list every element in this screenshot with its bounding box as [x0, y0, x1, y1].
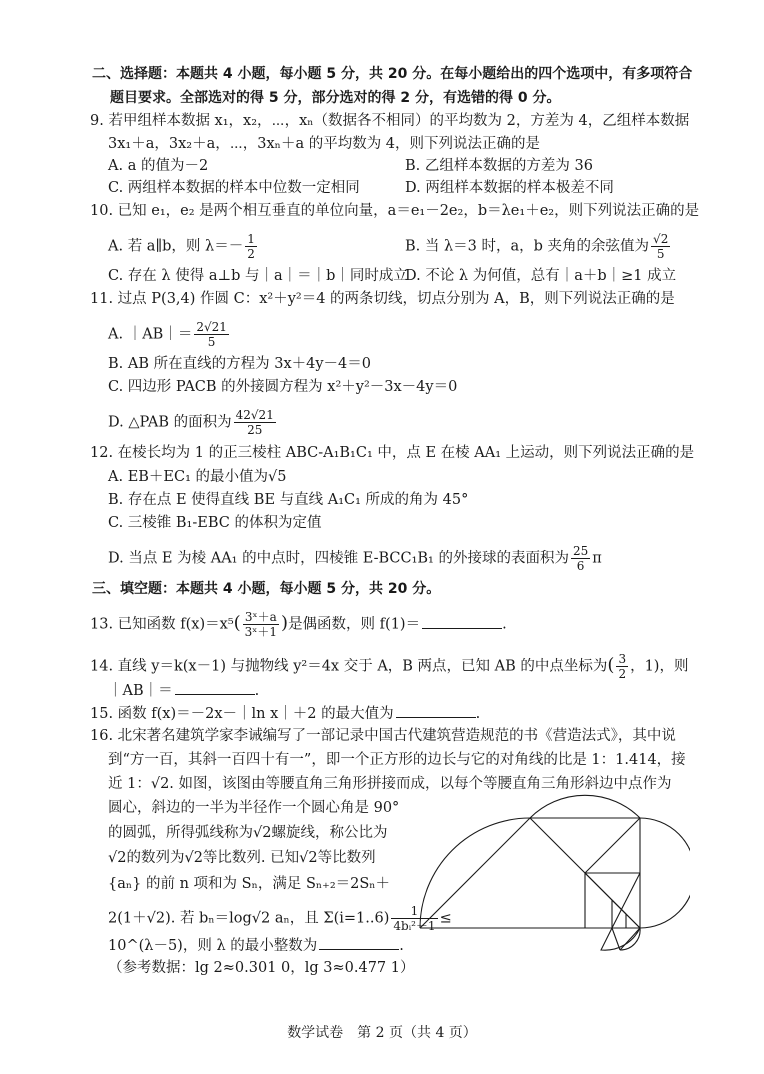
q16-line8-text: 2(1＋√2). 若 bₙ＝log√2 aₙ，且 Σ(i=1..6) [108, 910, 390, 927]
triangle-3-inner [585, 873, 612, 900]
q11-a-text: A. ｜AB｜＝ [108, 326, 193, 343]
q11-option-a [108, 320, 231, 349]
q16-line8-post: ≤ [439, 910, 452, 927]
q16-line3: 近 1：√2. 如图，该图由等腰直角三角形拼接而成，以每个等腰直角三角形斜边中点作为 [108, 776, 672, 792]
q10-b-num: √2 [653, 232, 669, 246]
q14-num: 3 [618, 652, 627, 666]
q16-line4: 圆心，斜边的一半为半径作一个圆心角是 90° [108, 800, 400, 816]
q12-option-d [108, 544, 602, 573]
q10-b-text: B. 当 λ＝3 时，a，b 夹角的余弦值为 [405, 238, 650, 255]
triangle-1-left [420, 818, 530, 928]
section2-heading-line1: 二、选择题：本题共 4 小题，每小题 5 分，共 20 分。在每小题给出的四个选项中，有多项符合 [92, 66, 693, 82]
q11-d-fraction [234, 408, 276, 437]
section2-heading-line2: 题目要求。全部选对的得 5 分，部分选对的得 2 分，有选错的得 0 分。 [110, 90, 561, 106]
q16-line9: 10^(λ－5)，则 λ 的最小整数为 . [108, 935, 404, 956]
q10-stem: 10. 已知 e₁，e₂ 是两个相互垂直的单位向量，a＝e₁－2e₂，b＝λe₁＋e₂，则下列说法正确的是 [90, 203, 700, 219]
q11-option-d [108, 408, 278, 437]
q15-text: 15. 函数 f(x)＝－2x－｜ln x｜＋2 的最大值为 [90, 706, 394, 722]
q10-option-c: C. 存在 λ 使得 a⊥b 与｜a｜＝｜b｜同时成立 [108, 268, 408, 284]
page-footer: 数学试卷 第 2 页（共 4 页） [287, 1025, 477, 1041]
triangle-6-diag [612, 900, 626, 914]
q13-line: 13. 已知函数 f(x)＝x⁵( $\frac{\text{3ˣ＋a}}{\text{3ˣ＋1}}$ )是偶函数，则 f(1)＝ . [90, 610, 507, 639]
q16-line2: 到“方一百，其斜一百四十有一”，即一个正方形的边长与它的对角线的比是 1：1.414，接 [108, 752, 686, 768]
q16-den: 4bᵢ²－1 [393, 919, 436, 933]
q11-d-num: 42√21 [235, 408, 274, 422]
q10-a-den: 2 [247, 247, 255, 261]
q11-a-den: 5 [207, 335, 216, 349]
q10-a-fraction [245, 232, 257, 261]
q10-a-num: 1 [247, 232, 255, 246]
q12-d-num: 25 [572, 544, 589, 558]
q10-option-a [108, 232, 259, 261]
q14-answer-blank [175, 680, 255, 695]
q13-answer-blank [422, 614, 502, 629]
q11-a-num: 2√21 [196, 320, 227, 334]
q12-option-b: B. 存在点 E 使得直线 BE 与直线 A₁C₁ 所成的角为 45° [108, 492, 469, 508]
q15-answer-blank [396, 703, 476, 718]
q9-option-a: A. a 的值为－2 [108, 158, 209, 174]
q12-option-c: C. 三棱锥 B₁-EBC 的体积为定值 [108, 515, 322, 531]
q10-a-text: A. 若 a∥b，则 λ＝－ [108, 238, 244, 255]
q13-text-post: 是偶函数，则 f(1)＝ [288, 616, 421, 633]
q16-line10: （参考数据：lg 2≈0.301 0，lg 3≈0.477 1） [108, 960, 415, 976]
q11-option-c: C. 四边形 PACB 的外接圆方程为 x²＋y²－3x－4y＝0 [108, 379, 458, 395]
q14-text: 14. 直线 y＝k(x－1) 与抛物线 y²＝4x 交于 A，B 两点，已知 AB 的中点坐标为 [90, 658, 608, 675]
q11-option-b: B. AB 所在直线的方程为 3x＋4y－4＝0 [108, 356, 371, 372]
q10-b-den: 5 [656, 247, 665, 261]
q13-text: 13. 已知函数 f(x)＝x⁵ [90, 616, 234, 633]
q14-line2-text: ｜AB｜＝ [108, 683, 173, 699]
sqrt2-spiral-figure [410, 790, 690, 960]
q15-line: 15. 函数 f(x)＝－2x－｜ln x｜＋2 的最大值为 . [90, 703, 480, 724]
triangle-7-diag [612, 928, 620, 950]
q14-line2: ｜AB｜＝ . [108, 680, 259, 701]
q16-answer-blank [319, 935, 399, 950]
q10-b-fraction [651, 232, 670, 261]
q14-text-post: ，1)，则 [630, 658, 689, 675]
spiral-arc-2 [530, 795, 640, 818]
q10-option-b [405, 232, 672, 261]
q11-stem: 11. 过点 P(3,4) 作圆 C：x²＋y²＝4 的两条切线，切点分别为 A，B，则下列说法正确的是 [90, 291, 675, 307]
q11-d-den: 25 [247, 423, 263, 437]
q16-line7: {aₙ} 的前 n 项和为 Sₙ，满足 Sₙ₊₂＝2Sₙ＋ [108, 876, 391, 892]
q12-d-den: 6 [576, 559, 585, 573]
q12-d-pi: π [592, 550, 602, 567]
q12-option-a: A. EB＋EC₁ 的最小值为√5 [108, 469, 287, 485]
q16-line8 [108, 904, 452, 933]
q9-option-c: C. 两组样本数据的样本中位数一定相同 [108, 180, 360, 196]
q14-line1: 14. 直线 y＝k(x－1) 与抛物线 y²＝4x 交于 A，B 两点，已知 AB 的中点坐标为( $\frac{3}{2}$ ，1)，则 [90, 652, 689, 681]
q12-d-text: D. 当点 E 为棱 AA₁ 的中点时，四棱锥 E-BCC₁B₁ 的外接球的表面积为 [108, 550, 569, 567]
q16-line6: √2的数列为√2等比数列. 已知√2等比数列 [108, 850, 376, 866]
q13-den: 3ˣ＋1 [244, 625, 278, 639]
q9-line1: 9. 若甲组样本数据 x₁，x₂，⋯，xₙ（数据各不相同）的平均数为 2，方差为 4，乙组样本数据 [90, 113, 690, 129]
section3-heading: 三、填空题：本题共 4 小题，每小题 5 分，共 20 分。 [92, 581, 441, 597]
triangle-3-diag [585, 818, 640, 873]
q14-fraction [616, 652, 628, 681]
q16-line1: 16. 北宋著名建筑学家李诫编写了一部记录中国古代建筑营造规范的书《营造法式》，其中说 [90, 728, 676, 744]
q13-num: 3ˣ＋a [243, 610, 279, 625]
q16-line9-text: 10^(λ－5)，则 λ 的最小整数为 [108, 938, 318, 954]
q14-den: 2 [618, 667, 627, 681]
q16-line5: 的圆弧，所得弧线称为√2螺旋线，称公比为 [108, 825, 388, 841]
q9-line2: 3x₁＋a，3x₂＋a，⋯，3xₙ＋a 的平均数为 4，则下列说法正确的是 [108, 136, 541, 152]
spiral-arc-3 [640, 818, 690, 928]
q12-d-fraction [571, 544, 590, 573]
q11-a-fraction [194, 320, 229, 349]
q16-num: 1 [391, 904, 437, 919]
spiral-arc-4 [601, 928, 640, 950]
q10-option-d: D. 不论 λ 为何值，总有｜a＋b｜≥1 成立 [405, 268, 677, 284]
q9-option-b: B. 乙组样本数据的方差为 36 [405, 158, 593, 174]
q11-d-text: D. △PAB 的面积为 [108, 414, 232, 431]
q12-stem: 12. 在棱长均为 1 的正三棱柱 ABC-A₁B₁C₁ 中，点 E 在棱 AA₁ 上运动，则下列说法正确的是 [90, 445, 695, 461]
q13-fraction [243, 610, 279, 639]
q9-option-d: D. 两组样本数据的样本极差不同 [405, 180, 614, 196]
triangle-7-base [620, 928, 640, 950]
